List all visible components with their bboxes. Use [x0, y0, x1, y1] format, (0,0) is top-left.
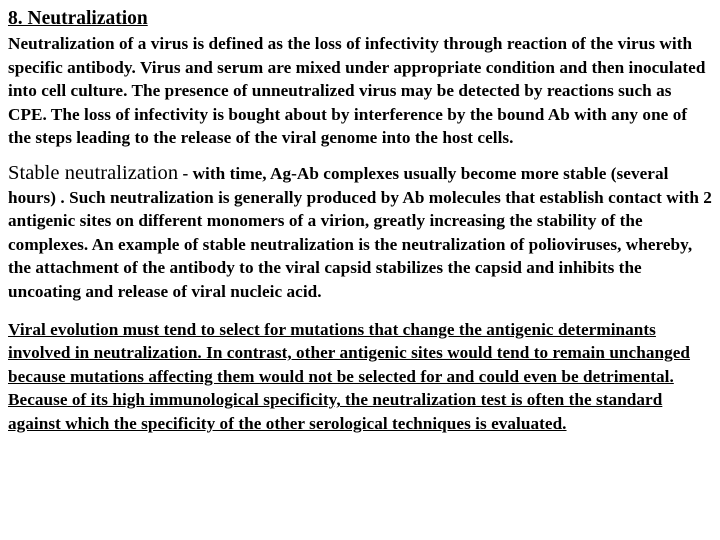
slide-content	[8, 6, 714, 436]
paragraph-definition: Neutralization of a virus is defined as the loss of infectivity through reaction of the virus with specific antibody. Virus and serum are mixed under appropriate condition and then inoculated into cell culture. The presence of unneutralized virus may be detected by reactions such as CPE. The loss of infectivity is bought about by interference by the bound Ab with any one of the steps leading to the release of the viral genome into the host cells.	[8, 34, 706, 148]
slide-title: 8. Neutralization	[8, 8, 148, 29]
stable-neutralization-heading: Stable neutralization	[8, 161, 179, 184]
paragraph-stable-neutralization	[8, 162, 714, 304]
stable-neutralization-body: - with time, Ag-Ab complexes usually become more stable (several hours) . Such neutralization is generally produced by Ab molecules that establish contact with 2 antigenic sites on different monomers of a virion, greatly increasing the stability of the complexes. An example of stable neutralization is the neutralization of polioviruses, whereby, the attachment of the antibody to the viral capsid stabilizes the capsid and inhibits the uncoating and release of viral nucleic acid.	[8, 163, 712, 301]
paragraph-viral-evolution: Viral evolution must tend to select for mutations that change the antigenic determinants involved in neutralization. In contrast, other antigenic sites would tend to remain unchanged because mutations affecting them would not be selected for and could even be detrimental. Because of its high immunological specificity, the neutralization test is often the standard against which the specificity of the other serological techniques is evaluated.	[8, 319, 691, 433]
